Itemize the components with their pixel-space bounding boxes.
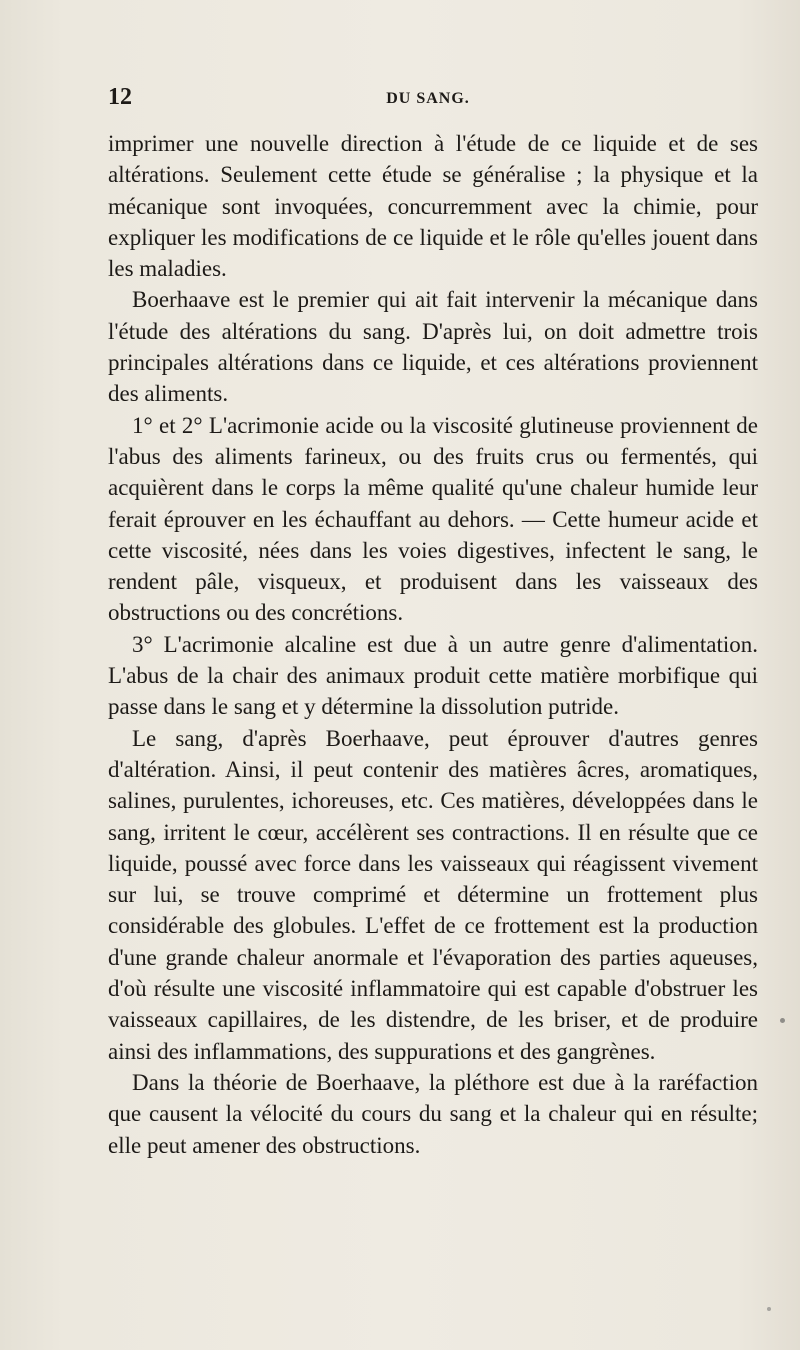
running-head: DU SANG.	[386, 90, 470, 107]
paragraph-plethora: Dans la théorie de Boerhaave, la pléthore est due à la raréfaction que causent la vélocité du cours du sang et la chaleur qui en résulte; elle peut amener des obstructions.	[108, 1069, 758, 1158]
page-number: 12	[108, 84, 132, 110]
paragraph-alkaline-acrimony: 3° L'acrimonie alcaline est due à un autre genre d'alimentation. L'abus de la chair des animaux produit cette matière morbifique qui passe dans le sang et y détermine la dissolution putride.	[108, 631, 758, 720]
paragraph-acid-acrimony: 1° et 2° L'acrimonie acide ou la viscosité glutineuse proviennent de l'abus des aliments farineux, ou des fruits crus ou fermentés, qui acquièrent dans le corps la même qualité qu'une chaleur humide leur ferait éprouver en les échauffant au dehors. — Cette humeur acide et cette viscosité, nées dans les voies digestives, infectent le sang, le rendent pâle, visqueux, et produisent dans les vaisseaux des obstructions ou des concrétions.	[108, 412, 758, 626]
ink-speck	[780, 1018, 785, 1023]
paragraph-boerhaave-mechanics: Boerhaave est le premier qui ait fait intervenir la mécanique dans l'étude des altérations du sang. D'après lui, on doit admettre trois principales altérations dans ce liquide, et ces altérations proviennent des aliments.	[108, 287, 758, 407]
body-text	[108, 128, 758, 1161]
paragraph-continuation: imprimer une nouvelle direction à l'étude de ce liquide et de ses altérations. Seulement cette étude se généralise ; la physique et la mécanique sont invoquées, concurremment avec la chimie, pour expliquer les modifications de ce liquide et le rôle qu'elles jouent dans les maladies.	[108, 131, 758, 282]
ink-speck	[767, 1307, 771, 1311]
paragraph-other-alterations: Le sang, d'après Boerhaave, peut éprouver d'autres genres d'altération. Ainsi, il peut contenir des matières âcres, aromatiques, salines, purulentes, ichoreuses, etc. Ces matières, développées dans le sang, irritent le cœur, accélèrent ses contractions. Il en résulte que ce liquide, poussé avec force dans les vaisseaux qui réagissent vivement sur lui, se trouve comprimé et détermine un frottement plus considérable des globules. L'effet de ce frottement est la production d'une grande chaleur anormale et l'évaporation des parties aqueuses, d'où résulte une viscosité inflammatoire qui est capable d'obstruer les vaisseaux capillaires, de les distendre, de les briser, et de produire ainsi des inflammations, des suppurations et des gangrènes.	[108, 725, 758, 1064]
page-header	[108, 84, 748, 114]
